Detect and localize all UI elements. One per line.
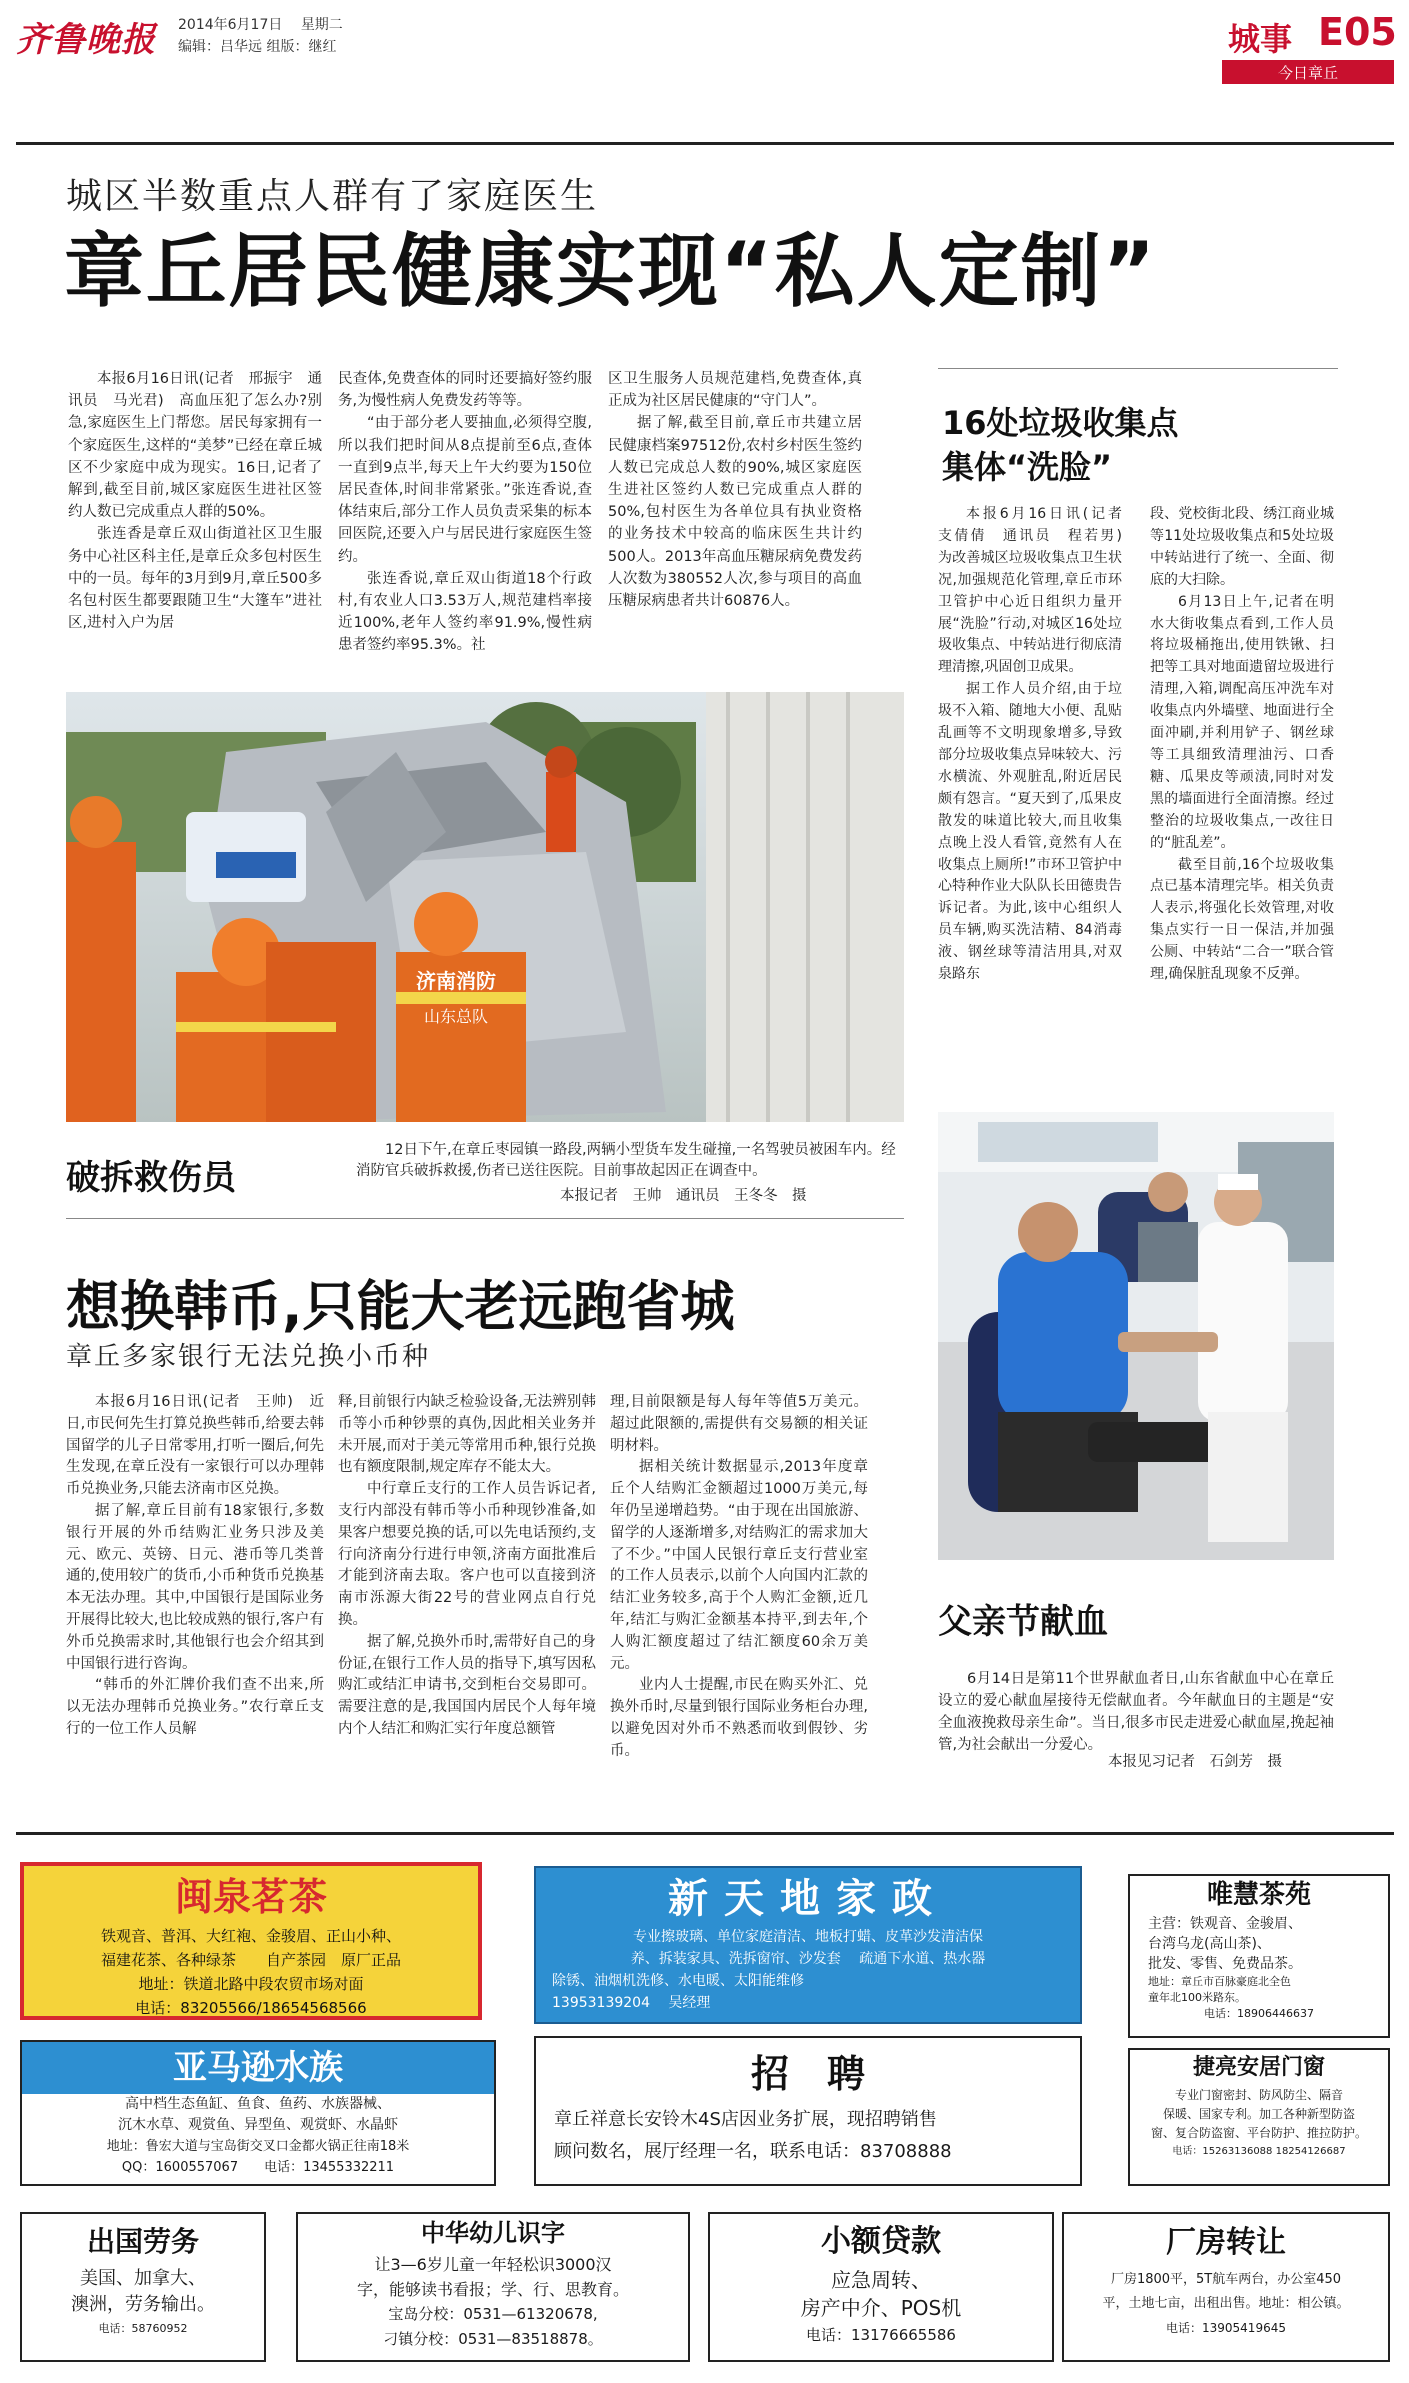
story1-paragraph: 张连香是章丘双山街道社区卫生服务中心社区科主任,是章丘众多包村医生中的一员。每年的3月到9月,章丘500多名包村医生都要跟随卫生“大篷车”进社区,进村入户为居 <box>68 526 322 632</box>
ad-recruiting-title: 招 聘 <box>750 2052 865 2096</box>
ad-yamaxun-line: QQ：1600557067 电话：13455332211 <box>121 2160 395 2175</box>
ad-overseas-labor <box>20 2212 266 2362</box>
issue-date: 2014年6月17日 <box>178 17 283 33</box>
blood-donation-photo <box>938 1112 1334 1560</box>
ad-weihui-line: 台湾乌龙(高山茶)、 <box>1148 1936 1271 1952</box>
story1-paragraph: “由于部分老人要抽血,必须得空腹,所以我们把时间从8点提前至6点,查体一直到9点半,每天上午大约要为150位居民查体,时间非常紧张。”张连香说,查体结束后,部分工作人员负责采集的标本回医院,还要入户与居民进行家庭医生签约。 <box>338 415 592 565</box>
story2-paragraph: 据工作人员介绍,由于垃圾不入箱、随地大小便、乱贴乱画等不文明现象增多,导致部分垃圾收集点异味较大、污水横流、外观脏乱,附近居民颇有怨言。“夏天到了,瓜果皮散发的味道比较大,而且收集点晚上没人看管,竟然有人在收集点上厕所!”市环卫管护中心特种作业大队队长田德贵告诉记者。为此,该中心组织人员车辆,购买洗洁精、84消毒液、钢丝球等清洁用具,对双泉路东 <box>938 681 1122 983</box>
story3-paragraph: 业内人士提醒,市民在购买外汇、兑换外币时,尽量到银行国际业务柜台办理,以避免因对外币不熟悉而收到假钞、劣币。 <box>610 1677 868 1759</box>
story3-column-1 <box>66 1392 324 1741</box>
story2-top-rule <box>938 368 1338 369</box>
story1-paragraph: 区卫生服务人员规范建档,免费查体,真正成为社区居民健康的“守门人”。 <box>608 371 862 410</box>
story2-paragraph: 段、党校街北段、绣江商业城等11处垃圾收集点和5处垃圾中转站进行了统一、全面、彻底的大扫除。 <box>1150 506 1334 588</box>
ad-overseas-line: 澳洲，劳务输出。 <box>71 2294 215 2315</box>
ad-weihui-line: 主营：铁观音、金骏眉、 <box>1148 1916 1302 1932</box>
ads-top-rule <box>16 1832 1394 1835</box>
rescue-vest-text-2: 山东总队 <box>423 1007 489 1026</box>
ad-recruiting-line: 章丘祥意长安铃木4S店因业务扩展，现招聘销售 <box>554 2109 937 2130</box>
story1-column-3 <box>608 368 862 612</box>
story3-headline: 想换韩币,只能大老远跑省城 <box>66 1275 735 1338</box>
story1-paragraph: 民查体,免费查体的同时还要搞好签约服务,为慢性病人免费发药等等。 <box>338 371 592 410</box>
ad-factory-transfer <box>1062 2212 1390 2362</box>
ad-minquan-title: 闽泉茗茶 <box>174 1875 327 1919</box>
blood-photo-title: 父亲节献血 <box>938 1602 1108 1642</box>
ad-factory-line: 平，土地七亩，出租出售。地址：相公镇。 <box>1102 2296 1350 2311</box>
ad-child-literacy <box>296 2212 690 2362</box>
story1-kicker: 城区半数重点人群有了家庭医生 <box>66 176 599 217</box>
ad-loan-title: 小额贷款 <box>821 2224 941 2259</box>
ad-xintiandi-housekeeping <box>534 1866 1082 2024</box>
blood-photo-caption: 6月14日是第11个世界献血者日,山东省献血中心在章丘设立的爱心献血屋接待无偿献血者。今年献血日的主题是“安全血液挽救母亲生命”。当日,很多市民走进爱心献血屋,挽起袖管,为社会献出一分爱心。 <box>938 1671 1334 1753</box>
newspaper-logo: 齐鲁晚报 <box>16 20 156 60</box>
rescue-photo-title: 破拆救伤员 <box>66 1158 236 1198</box>
story3-paragraph: 据相关统计数据显示,2013年度章丘个人结购汇金额超过1000万美元,每年仍呈递增趋势。“由于现在出国旅游、留学的人逐渐增多,对结购汇的需求加大了不少。”中国人民银行章丘支行营业室的工作人员表示,以前个人向国内汇款的结汇业务较多,高于个人购汇金额,近几年,结汇与购汇金额基本持平,到去年,个人购汇额度超过了结汇额度60余万美元。 <box>610 1459 868 1672</box>
story2-headline-line1: 16处垃圾收集点 <box>942 404 1179 442</box>
mid-rule <box>66 1218 904 1219</box>
story1-paragraph: 张连香说,章丘双山街道18个行政村,有农业人口3.53万人,规范建档率接近100%,老年人签约率91.9%,慢性病患者签约率95.3%。社 <box>338 570 592 654</box>
rescue-photo <box>66 692 904 1122</box>
story3-paragraph: “韩币的外汇牌价我们查不出来,所以无法办理韩币兑换业务。”农行章丘支行的一位工作人员解 <box>66 1677 324 1737</box>
ad-loan-line: 电话：13176665586 <box>806 2326 956 2344</box>
ad-yamaxun-aquarium <box>20 2040 496 2186</box>
ad-weihui-line: 电话：18906446637 <box>1204 2007 1314 2020</box>
editor-line: 编辑：吕华远 组版：继红 <box>178 39 337 55</box>
rescue-photo-caption: 12日下午,在章丘枣园镇一路段,两辆小型货车发生碰撞,一名驾驶员被困车内。经消防官兵破拆救援,伤者已送往医院。目前事故起因正在调查中。 <box>356 1142 896 1179</box>
ad-weihui-line: 地址：章丘市百脉豪庭北全色 <box>1148 1975 1291 1988</box>
ad-xintiandi-line: 除锈、油烟机洗修、水电暖、太阳能维修 <box>552 1973 804 1989</box>
ad-jieliang-title: 捷亮安居门窗 <box>1192 2055 1325 2080</box>
masthead <box>0 0 1409 90</box>
ad-recruiting <box>534 2036 1082 2186</box>
story3-paragraph: 据了解,章丘目前有18家银行,多数银行开展的外币结购汇业务只涉及美元、欧元、英镑、日元、港币等几类普通的,使用较广的货币,小币种货币兑换基本无法办理。其中,中国银行是国际业务开展得比较大,也比较成熟的银行,客户有外币兑换需求时,其他银行也会介绍其到中国银行进行咨询。 <box>66 1502 324 1672</box>
ad-factory-line: 电话：13905419645 <box>1166 2321 1286 2335</box>
story1-column-2 <box>338 368 592 657</box>
story3-paragraph: 据了解,兑换外币时,需带好自己的身份证,在银行工作人员的指导下,填写因私购汇或结汇申请书,交到柜台交易即可。需要注意的是,我国国内居民个人每年境内个人结汇和购汇实行年度总额管 <box>338 1633 596 1737</box>
ad-minquan-tea <box>20 1862 482 2020</box>
ad-loan-line: 房产中介、POS机 <box>800 2296 962 2320</box>
story2-column-1 <box>938 504 1136 986</box>
story3-paragraph: 本报6月16日讯(记者 王帅) 近日,市民何先生打算兑换些韩币,给要去韩国留学的儿子日常零用,打听一圈后,何先生发现,在章丘没有一家银行可以办理韩币兑换业务,只能去济南市区兑换。 <box>66 1394 324 1498</box>
masthead-rule <box>16 142 1394 145</box>
ad-weihui-line: 童年北100米路东。 <box>1148 1991 1246 2004</box>
ad-jieliang-line: 保暖、国家专利。加工各种新型防盗 <box>1162 2107 1355 2121</box>
edition-label: 今日章丘 <box>1277 64 1338 82</box>
ad-jieliang-line: 电话：15263136088 18254126687 <box>1172 2146 1346 2157</box>
story2-paragraph: 本报6月16日讯(记者 支倩倩 通讯员 程若男) 为改善城区垃圾收集点卫生状况,加强规范化管理,章丘市环卫管护中心近日组织力量开展“洗脸”行动,对城区16处垃圾收集点、中转站进行彻底清理清擦,巩固创卫成果。 <box>938 506 1136 676</box>
ad-factory-title: 厂房转让 <box>1166 2225 1286 2260</box>
ad-yamaxun-line: 沉木水草、观赏鱼、异型鱼、观赏虾、水晶虾 <box>118 2117 398 2133</box>
ad-jieliang-line: 专业门窗密封、防风防尘、隔音 <box>1174 2088 1343 2102</box>
ad-minquan-line: 电话：83205566/18654568566 <box>135 1999 367 2017</box>
ad-recruiting-line: 顾问数名，展厅经理一名，联系电话：83708888 <box>554 2141 952 2162</box>
ad-loan-line: 应急周转、 <box>831 2268 931 2292</box>
ad-xintiandi-line: 13953139204 吴经理 <box>552 1995 711 2011</box>
ad-minquan-line: 福建花茶、各种绿茶 自产茶园 原厂正品 <box>100 1951 401 1969</box>
story2-headline-line2: 集体“洗脸” <box>942 448 1113 486</box>
story3-paragraph: 理,目前限额是每人每年等值5万美元。超过此限额的,需提供有交易额的相关证明材料。 <box>610 1394 868 1454</box>
ad-literacy-line: 刁镇分校：0531—83518878。 <box>383 2330 603 2348</box>
ad-xintiandi-line: 养、拆装家具、洗拆窗帘、沙发套 疏通下水道、热水器 <box>630 1951 986 1967</box>
story1-column-1 <box>68 368 322 634</box>
ad-jieliang-windows <box>1128 2048 1390 2186</box>
story1-paragraph: 本报6月16日讯(记者 邢振宇 通讯员 马光君) 高血压犯了怎么办?别急,家庭医生上门帮您。居民每家拥有一个家庭医生,这样的“美梦”已经在章丘城区不少家庭中成为现实。16日,记者了解到,截至目前,城区家庭医生进社区签约人数已完成重点人群的50%。 <box>68 371 322 521</box>
story2-column-2 <box>1150 504 1334 986</box>
ad-weihui-line: 批发、零售、免费品茶。 <box>1148 1956 1302 1972</box>
ad-minquan-line: 铁观音、普洱、大红袍、金骏眉、正山小种、 <box>100 1927 401 1945</box>
story3-column-2 <box>338 1392 596 1741</box>
story2-paragraph: 截至目前,16个垃圾收集点已基本清理完毕。相关负责人表示,将强化长效管理,对收集点实行一日一保洁,并加强公厕、中转站“二合一”联合管理,确保脏乱现象不反弹。 <box>1150 856 1334 983</box>
story3-subhead: 章丘多家银行无法兑换小币种 <box>66 1342 431 1372</box>
story1-headline: 章丘居民健康实现“私人定制” <box>64 225 1158 318</box>
ad-literacy-line: 让3—6岁儿童一年轻松识3000汉 <box>374 2255 612 2274</box>
ad-micro-loan <box>708 2212 1054 2362</box>
ad-yamaxun-title: 亚马逊水族 <box>22 2042 494 2094</box>
story2-paragraph: 6月13日上午,记者在明水大街收集点看到,工作人员将垃圾桶拖出,使用铁锹、扫把等工具对地面遗留垃圾进行清理,入箱,调配高压冲洗车对收集点内外墙壁、地面进行全面冲刷,并利用铲子、钢丝球等工具细致清理油污、口香糖、瓜果皮等顽渍,同时对发黑的墙面进行全面清擦。经过整治的垃圾收集点,一改往日的“脏乱差”。 <box>1150 593 1334 851</box>
story3-paragraph: 中行章丘支行的工作人员告诉记者,支行内部没有韩币等小币种现钞准备,如果客户想要兑换的话,可以先电话预约,支行向济南分行进行申领,济南方面批准后才能到济南去取。客户也可以直接到济南市泺源大街22号的营业网点自行兑换。 <box>338 1481 596 1628</box>
ad-overseas-line: 美国、加拿大、 <box>80 2268 206 2289</box>
ad-yamaxun-line: 地址：鲁宏大道与宝岛街交叉口金都火锅正往南18米 <box>106 2139 410 2154</box>
ad-literacy-title: 中华幼儿识字 <box>421 2219 565 2247</box>
story3-paragraph: 释,目前银行内缺乏检验设备,无法辨别韩币等小币种钞票的真伪,因此相关业务并未开展,而对于美元等常用币种,银行兑换也有额度限制,规定库存不能太大。 <box>338 1394 596 1476</box>
blood-photo-credit: 本报见习记者 石剑芳 摄 <box>1108 1754 1282 1770</box>
ad-weihui-tea <box>1128 1874 1390 2038</box>
ad-weihui-title: 唯慧茶苑 <box>1206 1880 1311 1910</box>
story3-column-3 <box>610 1392 868 1763</box>
page-number: E05 <box>1318 10 1397 54</box>
ad-overseas-line: 电话：58760952 <box>98 2322 188 2335</box>
ad-minquan-line: 地址：铁道北路中段农贸市场对面 <box>138 1975 364 1993</box>
story1-paragraph: 据了解,截至目前,章丘市共建立居民健康档案97512份,农村乡村医生签约人数已完成总人数的90%,城区家庭医生进社区签约人数已完成重点人群的50%,包村医生为各单位具有执业资格的业务技术中较高的临床医生共计约500人。2013年高血压糖尿病免费发药人次数为380552人次,参与项目的高血压糖尿病患者共计60876人。 <box>608 415 862 610</box>
ad-factory-line: 厂房1800平，5T航车两台，办公室450 <box>1110 2272 1342 2287</box>
rescue-photo-credit: 本报记者 王帅 通讯员 王冬冬 摄 <box>560 1188 807 1204</box>
ad-yamaxun-line: 高中档生态鱼缸、鱼食、鱼药、水族器械、 <box>125 2096 391 2112</box>
ad-jieliang-line: 窗、复合防盗窗、平台防护、推拉防护。 <box>1150 2126 1367 2140</box>
ad-xintiandi-title: 新天地家政 <box>668 1876 948 1922</box>
rescue-vest-text-1: 济南消防 <box>416 969 496 993</box>
ad-xintiandi-line: 专业擦玻璃、单位家庭清洁、地板打蜡、皮革沙发清洁保 <box>633 1929 983 1945</box>
issue-weekday: 星期二 <box>300 17 343 33</box>
ad-overseas-title: 出国劳务 <box>86 2225 199 2258</box>
ad-literacy-line: 字，能够读书看报；学、行、思教育。 <box>356 2280 629 2299</box>
section-title: 城事 <box>1228 20 1293 58</box>
ad-literacy-line: 宝岛分校：0531—61320678, <box>388 2305 598 2323</box>
